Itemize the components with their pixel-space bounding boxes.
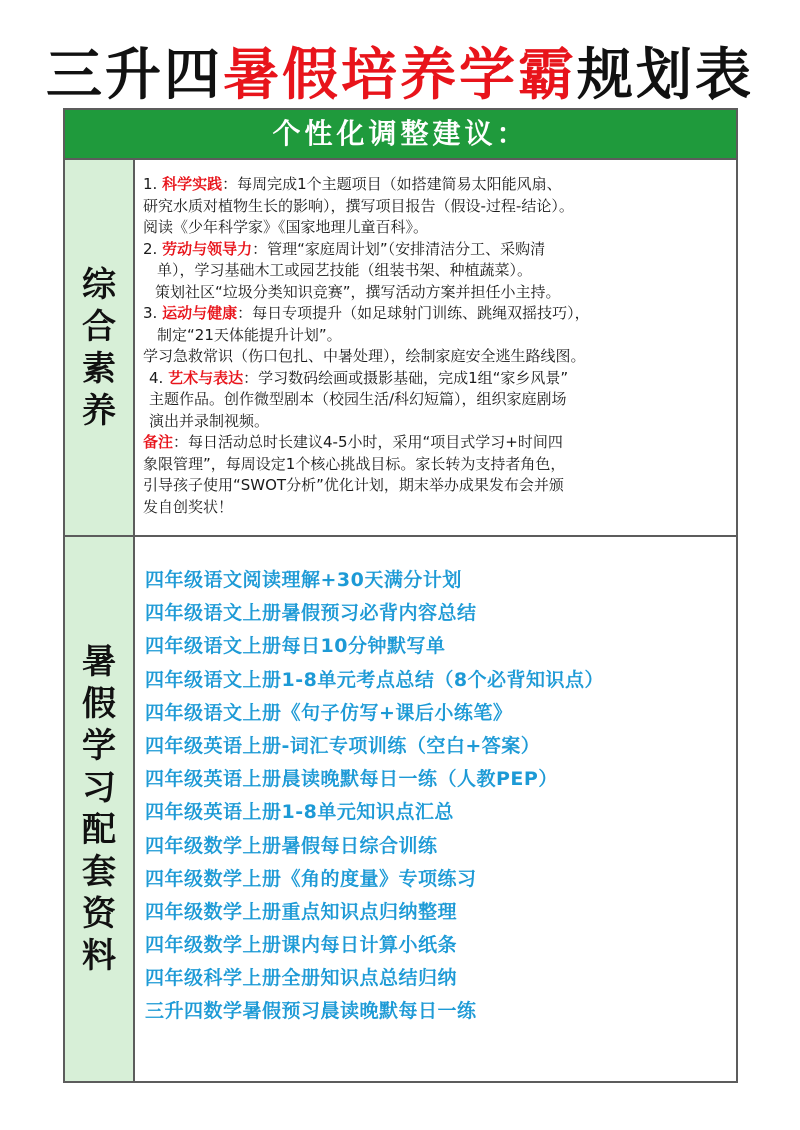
label-char: 习 — [82, 768, 116, 808]
label-char: 假 — [82, 684, 116, 724]
material-item: 四年级数学上册暑假每日综合训练 — [145, 834, 438, 857]
item-text: ：学习数码绘画或摄影基础，完成1组“家乡风景” — [243, 368, 569, 387]
item-title: 艺术与表达 — [168, 368, 244, 387]
suggestion-line: 主题作品。创作微型剧本（校园生活/科幻短篇），组织家庭剧场 — [149, 390, 567, 408]
label-char: 套 — [82, 852, 116, 892]
material-item: 四年级数学上册《角的度量》专项练习 — [145, 867, 477, 890]
main-title — [0, 38, 800, 114]
materials-list — [145, 564, 735, 1029]
item-title: 科学实践 — [162, 175, 223, 193]
suggestions-content — [143, 174, 733, 529]
title-part-3: 规划表 — [577, 43, 754, 108]
item-number: 4. — [149, 368, 169, 387]
material-item: 四年级科学上册全册知识点总结归纳 — [145, 967, 458, 990]
label-char: 料 — [82, 936, 116, 976]
title-part-1: 三升四 — [46, 43, 223, 108]
item-text: ：每周完成1个主题项目（如搭建简易太阳能风扇、 — [222, 175, 562, 193]
material-item: 四年级语文上册1-8单元考点总结（8个必背知识点） — [145, 668, 605, 691]
section-header: 个性化调整建议： — [65, 110, 736, 160]
suggestion-line — [143, 174, 733, 196]
suggestion-line: 演出并录制视频。 — [149, 411, 270, 430]
label-char: 养 — [82, 390, 116, 431]
material-item: 四年级英语上册晨读晚默每日一练（人教PEP） — [145, 768, 558, 791]
item-number: 3. — [143, 304, 163, 322]
label-char: 素 — [82, 348, 116, 389]
suggestion-line: 策划社区“垃圾分类知识竞赛”，撰写活动方案并担任小主持。 — [155, 282, 561, 301]
material-item: 四年级语文上册《句子仿写+课后小练笔》 — [145, 701, 513, 724]
item-text: ：管理“家庭周计划”（安排清洁分工、采购清 — [252, 239, 546, 258]
suggestion-line: 研究水质对植物生长的影响），撰写项目报告（假设-过程-结论）。 — [143, 196, 574, 215]
label-summer-materials — [65, 537, 135, 1081]
note-line — [143, 432, 733, 454]
item-number: 2. — [143, 239, 163, 258]
note-line: 发自创奖状！ — [143, 497, 234, 516]
label-char: 综 — [82, 264, 116, 305]
label-char: 学 — [82, 726, 116, 766]
material-item: 四年级语文阅读理解+30天满分计划 — [145, 569, 462, 591]
label-char: 合 — [82, 306, 116, 347]
material-item: 四年级英语上册-词汇专项训练（空白+答案） — [145, 734, 541, 757]
suggestion-line: 制定“21天体能提升计划”。 — [157, 325, 342, 344]
material-item: 三升四数学暑假预习晨读晚默每日一练 — [145, 1000, 477, 1023]
suggestion-line — [143, 303, 733, 325]
suggestion-line — [143, 239, 733, 261]
suggestion-line — [143, 368, 733, 390]
item-text: ：每日专项提升（如足球射门训练、跳绳双摇技巧）， — [237, 304, 590, 322]
label-char: 暑 — [82, 642, 116, 682]
label-char: 配 — [82, 810, 116, 850]
note-line: 引导孩子使用“SWOT分析”优化计划，期末举办成果发布会并颁 — [143, 476, 564, 494]
planner-table — [63, 108, 738, 1083]
title-part-2: 暑假培养学霸 — [223, 43, 577, 108]
material-item: 四年级语文上册每日10分钟默写单 — [145, 635, 446, 658]
suggestion-line: 单），学习基础木工或园艺技能（组装书架、种植蔬菜）。 — [157, 261, 533, 279]
suggestion-line: 阅读《少年科学家》《国家地理儿童百科》。 — [143, 218, 429, 236]
material-item: 四年级语文上册暑假预习必背内容总结 — [145, 602, 477, 625]
suggestion-line: 学习急救常识（伤口包扎、中暑处理），绘制家庭安全逃生路线图。 — [143, 347, 586, 365]
label-comprehensive-quality — [65, 160, 135, 535]
item-title: 劳动与领导力 — [162, 239, 253, 258]
item-number: 1. — [143, 175, 163, 193]
note-line: 象限管理”，每周设定1个核心挑战目标。家长转为支持者角色， — [143, 454, 566, 473]
material-item: 四年级英语上册1-8单元知识点汇总 — [145, 801, 454, 824]
row-divider — [65, 535, 736, 537]
item-title: 运动与健康 — [162, 304, 238, 322]
material-item: 四年级数学上册重点知识点归纳整理 — [145, 900, 458, 923]
note-title: 备注 — [143, 433, 174, 451]
note-text: ：每日活动总时长建议4-5小时，采用“项目式学习+时间四 — [173, 433, 563, 451]
label-char: 资 — [82, 894, 116, 934]
material-item: 四年级数学上册课内每日计算小纸条 — [145, 934, 458, 957]
